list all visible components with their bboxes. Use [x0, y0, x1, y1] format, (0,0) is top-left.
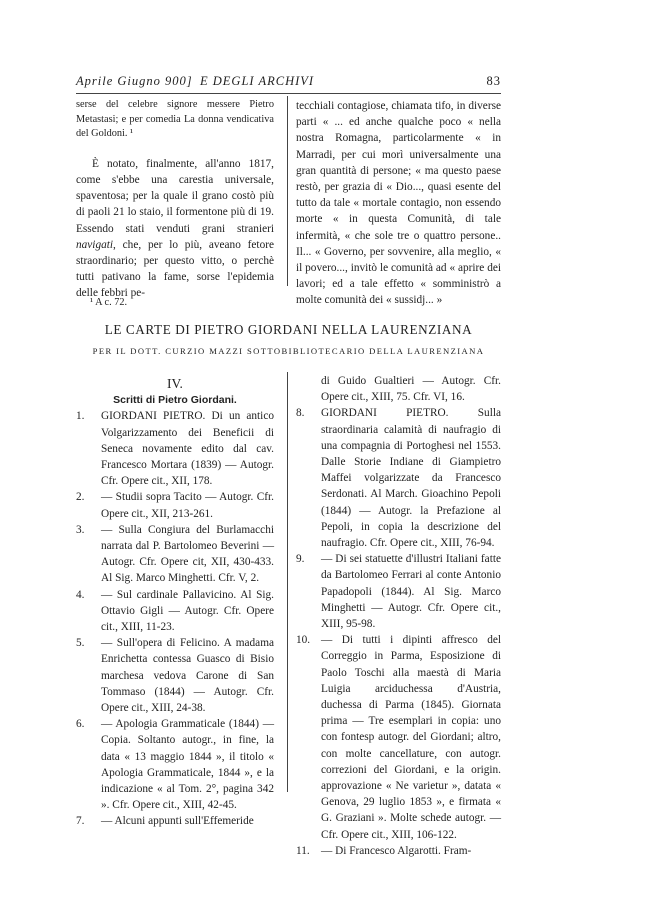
entry-text: — Di sei statuette d'illustri Italiani fatte da Bartolomeo Ferrari al conte Antonio Papadopoli (1844). Al Sig. Marco Minghetti — Autogr. Cfr. Opere cit., XIII, 95-98.: [321, 553, 501, 631]
catalog-entry: [296, 405, 501, 551]
entry-text: — Sulla Congiura del Burlamacchi narrata dal P. Bartolomeo Beverini — Autogr. Cfr. Opere cit, XII, 430-433. Al Sig. Marco Minghetti. Cfr. V, 2.: [101, 523, 274, 585]
quotation-text: tecchiali contagiose, chiamata tifo, in diverse parti « ... ed anche qualche poco « nella nostra Romagna, particolarmente « in Marradi, per cui morì universalmente una gran quantità di persone; « ma questo paese restò, per grazia di « Dio..., quasi esente del tutto da tale « mortale contagio, non essendo morte « in questa Comunità, di tale infermità, « che sole tre o quattro persone.. Il... « Governo, per sovvenire, alla meglio, « il povero..., invitò le comunità ad « aprire dei lavori; ed a tale effetto « somministrò a molte comunità dei « sussidj... »: [296, 100, 501, 307]
catalog-entry: [76, 489, 274, 521]
running-head-left: Aprile Giugno 900]: [76, 74, 193, 88]
entry-text: — Studii sopra Tacito — Autogr. Cfr. Opere cit., XII, 213-261.: [101, 491, 274, 520]
paragraph-1817: [76, 156, 274, 302]
entry-number: 10.: [296, 634, 311, 647]
entries-left-list: [76, 408, 274, 829]
column-divider-lower: [287, 372, 288, 792]
entry-number: 9.: [296, 553, 305, 566]
column-divider-upper: [287, 96, 288, 286]
entry-number: 8.: [296, 407, 305, 420]
header-rule: [76, 93, 501, 94]
catalog-entry: [296, 632, 501, 843]
entries-right-list: [296, 405, 501, 859]
entry-text: — Sull'opera di Felicino. A madama Enrichetta contessa Guasco di Bisio marchesa vedova Carone di San Tommaso (1844) — Autogr. Cfr. Opere cit., XIII, 24-38.: [101, 637, 274, 715]
catalog-entry: [76, 813, 274, 829]
entry-text: GIORDANI PIETRO. Sulla straordinaria calamità di naufragio di una compagnia di Portoghesi nel 1553. Dalle Storie Indiane di Giampietro Maffei volgarizzate da Francesco Serdonati. Al March. Gioachino Pepoli (1844) — Autogr. la Prefazione al Pepoli, in copia la descrizione del naufragio. Cfr. Opere cit., XIII, 76-94.: [321, 407, 501, 550]
running-head-title: E DEGLI ARCHIVI: [200, 74, 315, 88]
article-byline: PER IL DOTT. CURZIO MAZZI SOTTOBIBLIOTECARIO DELLA LAURENZIANA: [92, 346, 485, 356]
entry-number: 1.: [76, 410, 85, 423]
catalog-entry: [76, 716, 274, 813]
upper-left-column: [76, 98, 274, 302]
entry-number: 6.: [76, 718, 85, 731]
lower-left-column: [76, 376, 274, 830]
entry-text: — Di tutti i dipinti affresco del Correggio in Parma, Esposizione di Paolo Toschi alla maestà di Maria Luigia arciduchessa d'Austria, duchessa di Parma (1845). Giornata prima — Tre esemplari in copia: uno con fontesp autogr. del Giordani; altro, con molte cancellature, con autogr. correzioni del Giordani, e la origin. approvazione « Ne varietur », datata « Genova, 29 luglio 1853 », e firmata « G. Graziani ». Molte schede autogr. — Cfr. Opere cit., XIII, 106-122.: [321, 634, 501, 841]
upper-right-column: [296, 98, 501, 309]
section-heading: Scritti di Pietro Giordani.: [113, 394, 237, 407]
entry-number: 4.: [76, 588, 85, 601]
catalog-entry: [76, 635, 274, 716]
entry-text: — Di Francesco Algarotti. Fram-: [321, 844, 472, 857]
paragraph-1817-part-b: , che, per lo più, aveano fetore straordinario; per questo vitto, o perchè tutti pativano la fame, sorse l'epidemia delle febbri pe-: [76, 238, 274, 300]
footnote: ¹ A c. 72.: [90, 297, 128, 308]
entry-number: 3.: [76, 523, 85, 536]
document-page: [76, 0, 501, 900]
catalog-entry: [76, 587, 274, 636]
entry-text: — Apologia Grammaticale (1844) — Copia. Soltanto autogr., in fine, la data « 13 maggio 1844 », il titolo « Apologia Grammaticale, 1844 », e la indicazione « al Tom. 2°, pagina 342 ». Cfr. Opere cit., XIII, 42-45.: [101, 718, 274, 812]
page-number: 83: [486, 74, 501, 88]
entry-text: — Sul cardinale Pallavicino. Al Sig. Ottavio Gigli — Autogr. Cfr. Opere cit., XIII, 11-23.: [101, 588, 274, 634]
catalog-entry: [76, 522, 274, 587]
catalog-entry: [296, 843, 501, 859]
entry-number: 5.: [76, 637, 85, 650]
entry-carryover: di Guido Gualtieri — Autogr. Cfr. Opere cit., XIII, 75. Cfr. VI, 16.: [321, 375, 501, 404]
section-number: IV.: [167, 376, 183, 391]
entry-text: — Alcuni appunti sull'Effemeride: [101, 815, 254, 828]
catalog-entry: [76, 408, 274, 489]
entry-number: 7.: [76, 815, 85, 828]
entry-number: 11.: [296, 844, 310, 857]
paragraph-1817-italic: navigati: [76, 238, 114, 251]
entry-text: GIORDANI PIETRO. Di un antico Volgarizzamento dei Beneficii di Seneca novamente edito dal cav. Francesco Mortara (1839) — Autogr. Cfr. Opere cit., XII, 178.: [101, 410, 274, 488]
entry-number: 2.: [76, 491, 85, 504]
paragraph-1817-part-a: È notato, finalmente, all'anno 1817, come s'ebbe una carestia universale, spaventosa; per la quale il grano costò più di paoli 21 lo staio, il formentone più di 19. Essendo stati venduti grani stranieri: [76, 157, 274, 235]
lower-right-column: [296, 373, 501, 859]
carryover-text: serse del celebre signore messere Pietro Metastasi; e per comedia La donna vendicativa del Goldoni. ¹: [76, 99, 274, 140]
article-title: LE CARTE DI PIETRO GIORDANI NELLA LAURENZIANA: [104, 322, 473, 337]
catalog-entry: [296, 551, 501, 632]
